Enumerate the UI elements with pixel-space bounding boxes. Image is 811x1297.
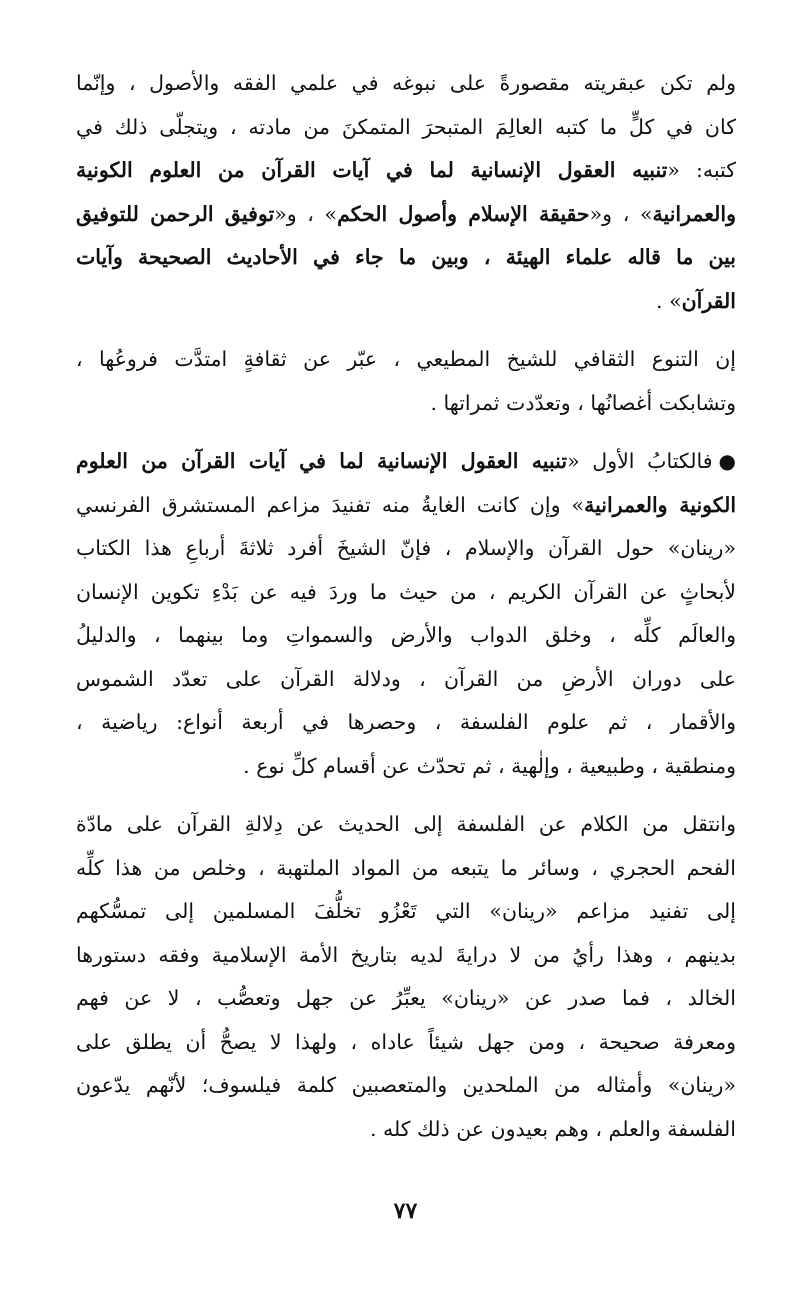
text-line [76, 440, 736, 484]
paragraph [76, 338, 736, 425]
paragraph [76, 803, 736, 1151]
bold-text-segment: القرآن [681, 288, 736, 313]
text-line [76, 236, 736, 280]
text-line [76, 382, 736, 426]
text-segment: على دوران الأرضِ من القرآن ، ودلالة القرآن على تعدّد الشموس [76, 666, 736, 691]
bold-text-segment: تنبيه العقول الإنسانية لما في آيات القرآن من العلوم الكونية [76, 158, 668, 182]
text-segment: كان في كلٍّ ما كتبه العالِمَ المتبحرَ المتمكنَ من مادته ، ويتجلّى ذلك في [76, 114, 736, 139]
text-segment: الفحم الحجري ، وسائر ما يتبعه من المواد الملتهبة ، وخلص من هذا كلِّه [76, 855, 736, 880]
text-line [76, 62, 736, 106]
bullet-icon: ● [718, 449, 736, 473]
text-segment: كتبه: « [667, 158, 736, 182]
text-segment: فالكتابُ الأول « [567, 449, 713, 473]
text-line [76, 571, 736, 615]
text-line [76, 745, 736, 789]
text-segment: وتشابكت أغصانُها ، وتعدّدت ثمراتها . [430, 390, 736, 415]
text-line [76, 106, 736, 150]
text-segment: ومنطقية ، وطبيعية ، وإلٰهية ، ثم تحدّث عن أقسام كلِّ نوع . [243, 753, 736, 778]
text-segment: لأبحاثٍ عن القرآن الكريم ، من حيث ما وردَ فيه عن بَدْءِ تكوين الإنسان [76, 579, 736, 604]
text-line [76, 614, 736, 658]
text-segment: والأقمار ، ثم علوم الفلسفة ، وحصرها في أربعة أنواع: رياضية ، [76, 710, 736, 734]
text-line [76, 193, 736, 237]
text-segment: وانتقل من الكلام عن الفلسفة إلى الحديث عن دِلالةِ القرآن على مادّة [76, 812, 736, 836]
paragraph [76, 440, 736, 788]
bold-text-segment: بين ما قاله علماء الهيئة ، وبين ما جاء في الأحاديث الصحيحة وآيات [76, 245, 736, 269]
text-line [76, 934, 736, 978]
text-segment: الفلسفة والعلم ، وهم بعيدون عن ذلك كله . [369, 1116, 736, 1141]
page-number: ٧٧ [393, 1198, 418, 1224]
text-segment: إن التنوع الثقافي للشيخ المطيعي ، عبّر عن ثقافةٍ امتدَّت فروعُها ، [76, 347, 736, 371]
text-segment: » . [656, 288, 682, 313]
text-line [76, 701, 736, 745]
text-body [76, 62, 736, 1151]
bold-text-segment: تنبيه العقول الإنسانية لما في آيات القرآن من العلوم [76, 449, 568, 473]
text-segment: ومعرفة صحيحة ، ومن جهل شيئاً عاداه ، ولهذا لا يصحُّ أن يطلق على [76, 1029, 736, 1054]
bold-text-segment: حقيقة الإسلام وأصول الحكم [337, 201, 590, 226]
paragraph-gap [76, 788, 736, 803]
text-line [76, 1108, 736, 1152]
text-segment: والعالَم كلِّه ، وخلق الدواب والأرض والسمواتِ وما بينهما ، والدليلُ [76, 623, 736, 647]
text-line [76, 977, 736, 1021]
text-segment: ولم تكن عبقريته مقصورةً على نبوغه في علمي الفقه والأصول ، وإنّما [76, 71, 736, 95]
text-segment: » ، و« [589, 201, 653, 226]
text-line [76, 658, 736, 702]
text-line [76, 1064, 736, 1108]
paragraph-gap [76, 425, 736, 440]
text-segment: إلى تفنيد مزاعم «رينان» التي تَعْزُو تخلُّفَ المسلمين إلى تمسُّكهم [76, 899, 736, 923]
paragraph-gap [76, 323, 736, 338]
text-segment: » ، و« [274, 201, 338, 226]
text-segment: بدينهم ، وهذا رأيُ من لا درايةَ لديه بتاريخ الأمة الإسلامية وفقه دستورها [76, 942, 736, 967]
text-segment: «رينان» حول القرآن والإسلام ، فإنّ الشيخَ أفرد ثلاثةَ أرباعِ هذا الكتاب [76, 536, 736, 560]
text-segment: الخالد ، فما صدر عن «رينان» يعبِّرُ عن جهل وتعصُّب ، لا عن فهم [76, 986, 736, 1010]
bold-text-segment: توفيق الرحمن للتوفيق [76, 201, 275, 226]
page-body [76, 62, 736, 1151]
text-line [76, 890, 736, 934]
text-line [76, 803, 736, 847]
paragraph [76, 62, 736, 323]
text-segment: » وإن كانت الغايةُ منه تفنيدَ مزاعم المستشرق الفرنسي [76, 492, 585, 517]
text-line [76, 280, 736, 324]
bold-text-segment: الكونية والعمرانية [584, 492, 736, 517]
text-segment: «رينان» وأمثاله من الملحدين والمتعصبين كلمة فيلسوف؛ لأنّهم يدّعون [76, 1073, 736, 1097]
text-line [76, 1021, 736, 1065]
text-line [76, 847, 736, 891]
text-line [76, 527, 736, 571]
bold-text-segment: والعمرانية [652, 201, 736, 226]
text-line [76, 149, 736, 193]
text-line [76, 484, 736, 528]
text-line [76, 338, 736, 382]
